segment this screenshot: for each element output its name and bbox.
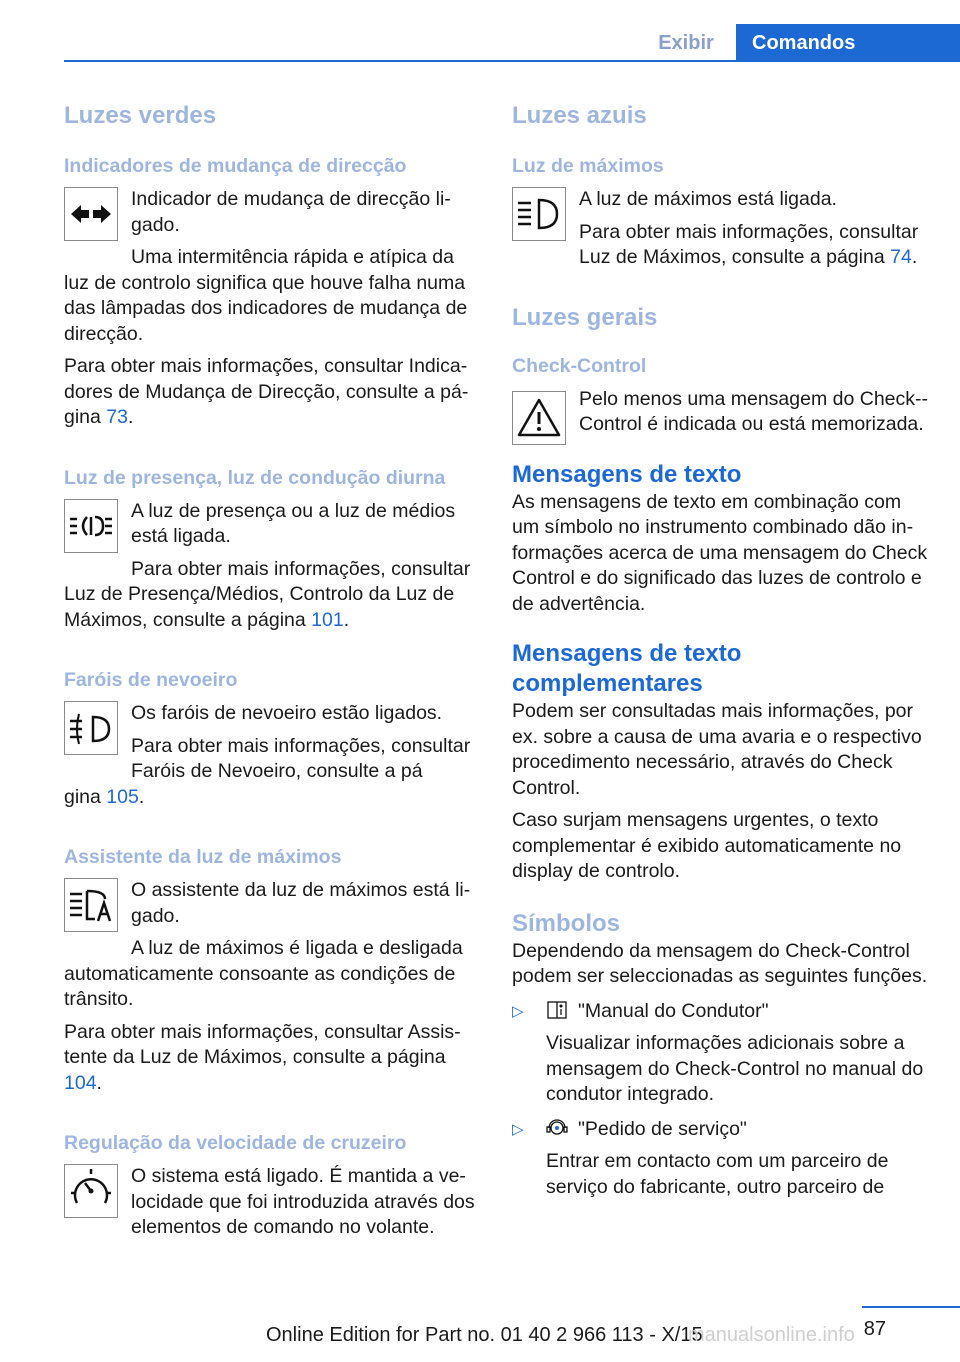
warning-triangle-icon xyxy=(512,391,566,445)
tab-comandos[interactable]: Comandos xyxy=(736,24,960,62)
title-velocidade-cruzeiro: Regulação da velocidade de cruzeiro xyxy=(64,1132,407,1154)
text-intermitencia-1: Uma intermitência rápida e atípica da xyxy=(131,246,454,268)
bullet-manual-label-line xyxy=(546,999,928,1025)
page-link-73[interactable]: 73 xyxy=(106,406,128,428)
heading-luzes-azuis: Luzes azuis xyxy=(512,102,647,129)
text-mais-info-1: Para obter mais informações, consultar Indicadores de Mudança de Direcção, consulte a página 73. xyxy=(64,355,469,428)
text-assistente: O assistente da luz de máximos está ligado. xyxy=(131,879,471,927)
heading-luzes-verdes: Luzes verdes xyxy=(64,102,217,129)
text-nevoeiro: Os faróis de nevoeiro estão ligados. xyxy=(131,702,443,724)
title-farois-nevoeiro: Faróis de nevoeiro xyxy=(64,669,238,691)
text-mais-info-1-body: Para obter mais informações, consultar Indicadores de Mudança de Direcção, consulte a página xyxy=(64,355,469,428)
bullet-triangle-icon: ▷ xyxy=(512,1002,524,1020)
turn-signal-icon xyxy=(64,187,118,241)
text-mais-info-5: Para obter mais informações, consultar Luz de Máximos, consulte a página 74. xyxy=(579,220,919,268)
heading-mensagens-complementares: Mensagens de texto complementares xyxy=(512,640,742,697)
header-rule xyxy=(64,60,960,62)
text-maximos: A luz de máximos está ligada. xyxy=(579,188,837,210)
text-mais-info-3-a: Para obter mais informações, consultar Faróis de Nevoeiro, consulte a pá xyxy=(131,734,471,782)
text-cruzeiro: O sistema está ligado. É mantida a velocidade que foi introduzida através dos elementos de comando no volante. xyxy=(131,1165,475,1238)
manual-book-icon xyxy=(546,1000,568,1020)
text-indicador: Indicador de mudança de direcção ligado. xyxy=(131,188,451,236)
text-check-control: Pelo menos uma mensagem do Check-Control é indicada ou está memorizada. xyxy=(579,387,928,435)
bullet-manual-text: Visualizar informações adicionais sobre a mensagem do Check-Control no manual do condutor integrado. xyxy=(546,1032,924,1105)
text-mais-info-4-body: Para obter mais informações, consultar Assistente da Luz de Máximos, consulte a página xyxy=(64,1020,461,1068)
footer xyxy=(0,1298,960,1362)
bullet-servico-text: Entrar em contacto com um parceiro de serviço do fabricante, outro parceiro de xyxy=(546,1150,889,1198)
right-column xyxy=(512,96,928,1200)
text-compl-1: Podem ser consultadas mais informações, por ex. sobre a causa de uma avaria e o respectivo procedimento necessário, através do Check Control. xyxy=(512,700,922,799)
section-check-control xyxy=(512,387,928,438)
text-intermitencia-rest: luz de controlo significa que houve falha numa das lâmpadas dos indicadores de mudança de direcção. xyxy=(64,271,468,345)
page-link-104[interactable]: 104 xyxy=(64,1071,97,1094)
bullet-pedido-servico[interactable] xyxy=(512,1117,928,1201)
bullet-triangle-icon: ▷ xyxy=(512,1120,524,1138)
heading-luzes-gerais: Luzes gerais xyxy=(512,303,658,331)
title-assistente-maximos: Assistente da luz de máximos xyxy=(64,846,342,868)
watermark: manualsonline.info xyxy=(688,1324,855,1346)
parking-light-icon xyxy=(64,499,118,553)
page-link-105[interactable]: 105 xyxy=(106,785,139,808)
fog-light-icon xyxy=(64,701,118,755)
text-mais-info-3-b: gina 105. xyxy=(64,785,145,808)
title-indicadores-direccao: Indicadores de mudança de direcção xyxy=(64,155,407,177)
page-link-74[interactable]: 74 xyxy=(890,246,912,268)
section-indicadores xyxy=(64,187,480,431)
text-mais-info-4: Para obter mais informações, consultar Assistente da Luz de Máximos, consulte a página 104. xyxy=(64,1020,461,1094)
bullet-manual[interactable] xyxy=(512,999,928,1108)
heading-mensagens-texto: Mensagens de texto xyxy=(512,460,742,488)
section-nevoeiro xyxy=(64,701,480,810)
service-request-icon xyxy=(546,1118,568,1138)
text-compl-2: Caso surjam mensagens urgentes, o texto complementar é exibido automaticamente no display de controlo. xyxy=(512,809,902,882)
section-cruzeiro xyxy=(64,1164,480,1241)
text-mais-info-2: Luz de Presença/Médios, Controlo da Luz de Máximos, consulte a página 101. xyxy=(64,583,455,631)
page-link-101[interactable]: 101 xyxy=(311,608,344,631)
section-maximos xyxy=(512,187,928,271)
text-auto-1: A luz de máximos é ligada e desligada xyxy=(131,937,463,959)
bullet-servico-label: "Pedido de serviço" xyxy=(578,1117,747,1140)
edition-text: Online Edition for Part no. 01 40 2 966 113 - X/15 xyxy=(266,1324,703,1346)
text-mais-info-5-body: Para obter mais informações, consultar Luz de Máximos, consulte a página xyxy=(579,220,919,268)
bullet-servico-label-line xyxy=(546,1117,928,1143)
text-mensagens-texto: As mensagens de texto em combinação com um símbolo no instrumento combinado dão informações acerca de uma mensagem do Check Control e do significado das luzes de controlo e de advertência. xyxy=(512,490,928,615)
section-assistente xyxy=(64,878,480,1096)
cruise-control-icon xyxy=(64,1164,118,1218)
high-beam-icon xyxy=(512,187,566,241)
page-number: 87 xyxy=(863,1318,886,1340)
section-presenca xyxy=(64,499,480,634)
left-column xyxy=(64,96,480,1241)
bullet-manual-label: "Manual do Condutor" xyxy=(578,999,769,1022)
title-check-control: Check-Control xyxy=(512,354,647,377)
text-auto-2: automaticamente consoante as condições de trânsito. xyxy=(64,962,456,1010)
tab-exibir[interactable]: Exibir xyxy=(658,32,714,54)
heading-simbolos: Símbolos xyxy=(512,909,621,937)
high-beam-assist-icon xyxy=(64,878,118,932)
footer-rule xyxy=(862,1306,960,1308)
text-mais-info-2-first: Para obter mais informações, consultar xyxy=(131,557,471,580)
header-bar xyxy=(0,0,960,64)
title-luz-presenca: Luz de presença, luz de condução diurna xyxy=(64,466,446,489)
text-presenca: A luz de presença ou a luz de médios está ligada. xyxy=(131,499,456,547)
title-luz-maximos: Luz de máximos xyxy=(512,155,664,177)
text-simbolos: Dependendo da mensagem do Check-Control podem ser seleccionadas as seguintes funções. xyxy=(512,939,928,987)
